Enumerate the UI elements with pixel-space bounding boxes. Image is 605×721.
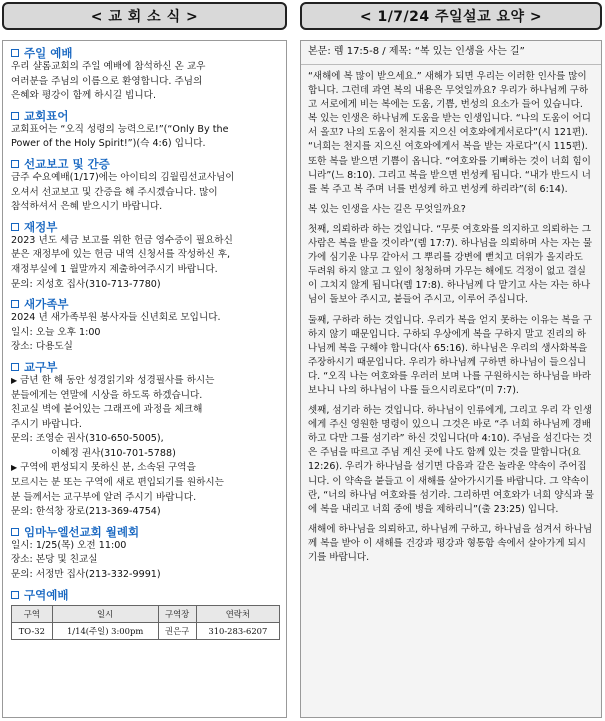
education-item-2-line: 모르시는 분 또는 구역에 새로 편입되기를 원하시는 bbox=[11, 477, 224, 489]
education-item-2-line: 분 들께서는 교구부에 알려 주시기 바랍니다. bbox=[11, 491, 197, 503]
section-title-immanuel: 임마누엘선교회 월례회 bbox=[11, 525, 280, 539]
immanuel-time: 일시: 1/25(목) 오전 11:00 bbox=[11, 539, 127, 551]
table-header-cell: 구역장 bbox=[158, 605, 196, 622]
finance-contact: 문의: 지성호 집사(310-713-7780) bbox=[11, 278, 161, 290]
mission-line: 금주 수요예배(1/17)에는 아이티의 김월림선교사님이 bbox=[11, 171, 235, 183]
sermon-column bbox=[300, 40, 602, 718]
education-contact-2: 문의: 한석창 장로(213-369-4754) bbox=[11, 506, 161, 518]
sermon-paragraph: 셋째, 섬기라 하는 것입니다. 하나님이 인류에게, 그리고 우리 각 인생에게 주신 영원한 명령이 있으니 그것은 바로 “주 너희 하나님께 경배하고 다만 그를 섬기라” 하신 것입니다(마 4:10). 주님을 섬긴다는 것은 주님을 따르고 주님 계신 곳에 나도 함께 있는 것을 말합니다(요 12:26). 우리가 하나님을 섬기면 다음과 같은 놀라운 약속이 주어집니다. 이 약속을 붙들고 이 새해를 살아가시기를 바랍니다. 그 약속이란, “너의 하나님 여호와를 섬기라. 그리하면 여호와가 너희 양식과 물에 복을 내리고 너희 중에 병을 제하리니”(출 23:25) 입니다. bbox=[308, 405, 594, 515]
square-bullet-icon bbox=[11, 528, 19, 536]
square-bullet-icon bbox=[11, 223, 19, 231]
education-contact-1a: 문의: 조영순 권사(310-650-5005), bbox=[11, 433, 164, 445]
newfamily-line: 2024 년 새가족부원 봉사자들 신년회로 모입니다. bbox=[11, 312, 221, 324]
education-item-2: ▶ 구역에 편성되지 못하신 분, 소속된 구역을 bbox=[11, 461, 280, 476]
section-title-newfamily: 새가족부 bbox=[11, 297, 280, 311]
sermon-paragraph: 새해에 하나님을 의뢰하고, 하나님께 구하고, 하나님을 섬겨서 하나님께 복을 받아 이 새해를 건강과 평강과 형통함 속에서 살아가게 되시기를 바랍니다. bbox=[308, 523, 593, 563]
square-bullet-icon bbox=[11, 112, 19, 120]
square-bullet-icon bbox=[11, 300, 19, 308]
education-item-1: ▶ 금년 한 해 동안 성경읽기와 성경필사를 하시는 bbox=[11, 374, 280, 389]
table-header-cell: 구역 bbox=[12, 605, 53, 622]
immanuel-place: 장소: 본당 및 친교실 bbox=[11, 554, 98, 566]
section-title-mission: 선교보고 및 간증 bbox=[11, 157, 280, 171]
education-item-1-line: 친교실 벽에 붙어있는 그래프에 과정을 체크해 bbox=[11, 404, 203, 416]
square-bullet-icon bbox=[11, 591, 19, 599]
section-title-district: 구역예배 bbox=[11, 588, 280, 602]
table-cell: 권은구 bbox=[158, 622, 196, 639]
finance-line: 재정부실에 1 월말까지 제출하여주시기 바랍니다. bbox=[11, 263, 218, 275]
newfamily-time: 일시: 오늘 오후 1:00 bbox=[11, 326, 101, 338]
table-header-cell: 연락처 bbox=[196, 605, 279, 622]
education-item-1-line: 주시기 바랍니다. bbox=[11, 418, 82, 430]
table-header-cell: 일시 bbox=[52, 605, 158, 622]
sermon-paragraph: 둘째, 구하라 하는 것입니다. 우리가 복을 얻지 못하는 이유는 복을 구하지 않기 때문입니다. 구하되 우상에게 복을 구하지 말고 진리의 하나님께 복을 구해야 합니다(사 65:16). 하나님은 우리의 생사화복을 주장하시기 때문입니다. 우리가 하나님께 구하면 하나님이 들으십니다. “오직 나는 여호와를 우러러 보며 나를 구원하시는 하나님을 바라보나니 나의 하나님이 나를 들으시리로다”(미 7:7). bbox=[308, 314, 593, 396]
church-news-column bbox=[2, 40, 287, 718]
worship-line: 은혜와 평강이 함께 하시길 빕니다. bbox=[11, 90, 156, 102]
square-bullet-icon bbox=[11, 363, 19, 371]
worship-line: 여러분을 주님의 이름으로 환영합니다. 주님의 bbox=[11, 75, 203, 87]
mission-line: 오셔서 선교보고 및 간증을 해 주시겠습니다. 많이 bbox=[11, 186, 218, 198]
section-title-motto: 교회표어 bbox=[11, 109, 280, 123]
square-bullet-icon bbox=[11, 49, 19, 57]
sermon-paragraph: “새해에 복 많이 받으세요.” 새해가 되면 우리는 이러한 인사를 많이 합니다. 그런데 과연 복의 내용은 무엇일까요? 우리가 하나님께 구하고 서로에게 비는 복에는 도움, 기쁨, 번성의 요소가 들어 있습니다. 복 있는 인생은 하나님께 도움을 받는 인생입니다. “나의 도움이 어디서 올꼬? 나의 도움이 천지를 지으신 여호와에게서로다”(시 121편). “너희는 천지를 지으신 여호와에게서 복을 받는 자로다”(시 115편). 또한 복을 받으면 기쁨이 옵니다. “여호와를 기뻐하는 것이 너희 힘이니라”(느 8:10). 그리고 복을 받으면 번성케 됩니다. “내가 반드시 너를 복 주고 복 주며 너를 번성케 하고 번성케 하리라”(히 6:14). bbox=[308, 71, 591, 195]
square-bullet-icon bbox=[11, 160, 19, 168]
district-worship-table bbox=[11, 605, 280, 640]
motto-line: 교회표어는 “오직 성령의 능력으로!”(“Only By the bbox=[11, 123, 229, 135]
sermon-title: 본문: 렘 17:5-8 / 제목: “복 있는 인생을 사는 길” bbox=[308, 46, 525, 57]
section-title-education: 교구부 bbox=[11, 360, 280, 374]
immanuel-contact: 문의: 서정만 집사(213-332-9991) bbox=[11, 569, 161, 581]
table-header-row bbox=[12, 605, 280, 622]
sermon-paragraph: 복 있는 인생을 사는 길은 무엇일까요? bbox=[308, 203, 466, 215]
newfamily-place: 장소: 다용도실 bbox=[11, 341, 73, 353]
divider bbox=[301, 64, 601, 65]
table-cell: 310-283-6207 bbox=[196, 622, 279, 639]
section-title-finance: 재정부 bbox=[11, 220, 280, 234]
table-cell: TO-32 bbox=[12, 622, 53, 639]
finance-line: 분은 재정부에 있는 헌금 내역 신청서를 작성하신 후, bbox=[11, 249, 231, 261]
section-title-worship: 주일 예배 bbox=[11, 46, 280, 60]
sermon-summary-header: < 1/7/24 주일설교 요약 > bbox=[300, 2, 602, 30]
triangle-bullet-icon: ▶ bbox=[11, 463, 18, 473]
education-contact-1b: 이혜정 권사(310-701-5788) bbox=[51, 447, 176, 459]
motto-line: Power of the Holy Spirit!”)(슥 4:6) 입니다. bbox=[11, 138, 206, 150]
table-cell: 1/14(주일) 3:00pm bbox=[52, 622, 158, 639]
finance-line: 2023 년도 세금 보고를 위한 헌금 영수증이 필요하신 bbox=[11, 234, 233, 246]
education-item-1-line: 분들에게는 연말에 시상을 하도록 하겠습니다. bbox=[11, 389, 203, 401]
church-news-header: < 교 회 소 식 > bbox=[2, 2, 287, 30]
triangle-bullet-icon: ▶ bbox=[11, 375, 18, 385]
worship-line: 우리 샬롬교회의 주일 예배에 참석하신 온 교우 bbox=[11, 61, 206, 72]
table-row bbox=[12, 622, 280, 639]
mission-line: 참석하셔서 은혜 받으시기 바랍니다. bbox=[11, 201, 163, 213]
sermon-paragraph: 첫째, 의뢰하라 하는 것입니다. “무릇 여호와를 의지하고 의뢰하는 그 사람은 복을 받을 것이라”(렘 17:7). 하나님을 의뢰하며 사는 자는 물가에 심기운 나무 같아서 그 뿌리를 강변에 뻗치고 더위가 올지라도 두려워 하지 않고 그 잎이 청청하며 가무는 해에도 걱정이 없고 결실이 그치지 않게 됩니다(렘 17:8). 하나님께 다 맡기고 사는 자는 하나님이 돌보아 주시고, 붙들어 주시고, 이루어 주십니다. bbox=[308, 223, 593, 306]
